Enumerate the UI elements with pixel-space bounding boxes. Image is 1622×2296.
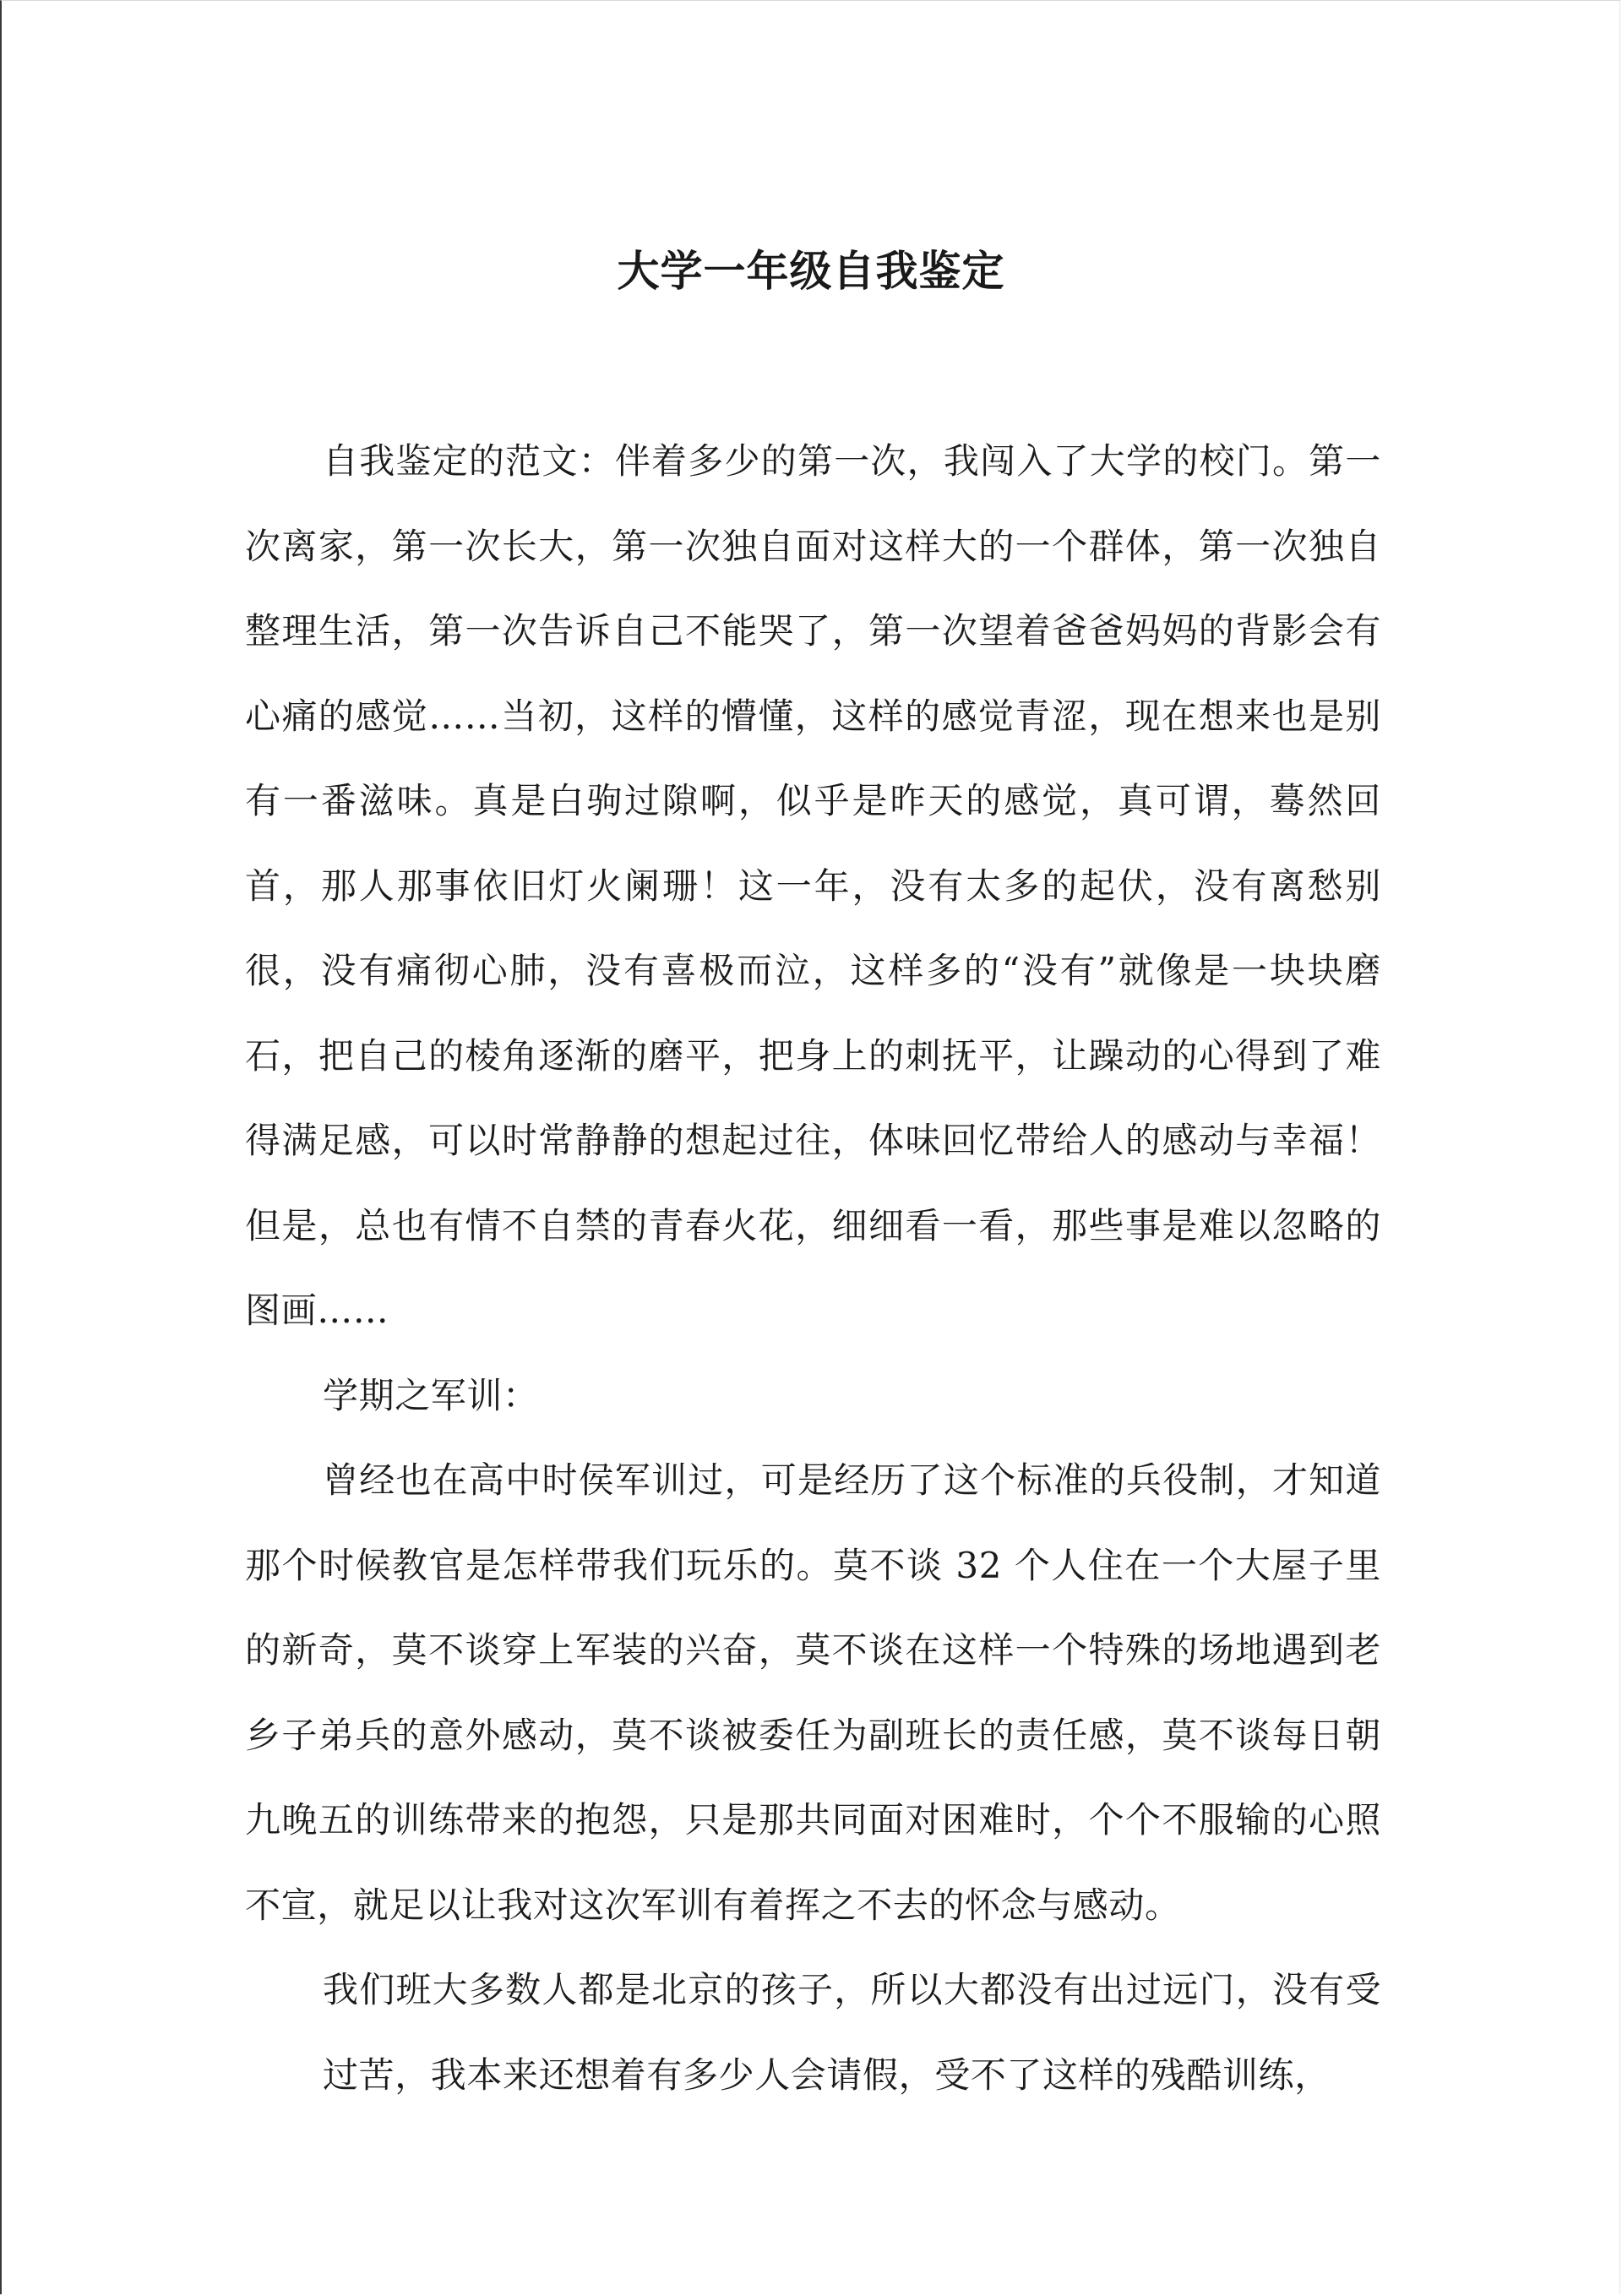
document-body bbox=[245, 419, 1381, 2118]
section-heading-military-training: 学期之军训： bbox=[323, 1374, 539, 1416]
paragraph-military-training: 曾经也在高中时侯军训过，可是经历了这个标准的兵役制，才知道那个时候教官是怎样带我们玩乐的。莫不谈 32 个人住在一个大屋子里的新奇，莫不谈穿上军装的兴奋，莫不谈在这样一个特殊的场地遇到老乡子弟兵的意外感动，莫不谈被委任为副班长的责任感，莫不谈每日朝九晚五的训练带来的抱怨，只是那共同面对困难时，个个不服输的心照不宣，就足以让我对这次军训有着挥之不去的怀念与感动。 bbox=[245, 1459, 1381, 1926]
paragraph-classmates: 我们班大多数人都是北京的孩子，所以大都没有出过远门，没有受过苦，我本来还想着有多少人会请假，受不了这样的残酷训练， bbox=[323, 1969, 1381, 2096]
paragraph-intro: 自我鉴定的范文：伴着多少的第一次，我闯入了大学的校门。第一次离家，第一次长大，第一次独自面对这样大的一个群体，第一次独自整理生活，第一次告诉自己不能哭了，第一次望着爸爸妈妈的背影会有心痛的感觉……当初，这样的懵懂，这样的感觉青涩，现在想来也是别有一番滋味。真是白驹过隙啊，似乎是昨天的感觉，真可谓，蓦然回首，那人那事依旧灯火阑珊！这一年，没有太多的起伏，没有离愁别很，没有痛彻心肺，没有喜极而泣，这样多的“没有”就像是一块块磨石，把自己的棱角逐渐的磨平，把身上的刺抚平，让躁动的心得到了难得满足感，可以时常静静的想起过往，体味回忆带给人的感动与幸福！但是，总也有情不自禁的青春火花，细细看一看，那些事是难以忽略的图画…… bbox=[245, 440, 1381, 1331]
document-title: 大学一年级自我鉴定 bbox=[617, 246, 1005, 296]
